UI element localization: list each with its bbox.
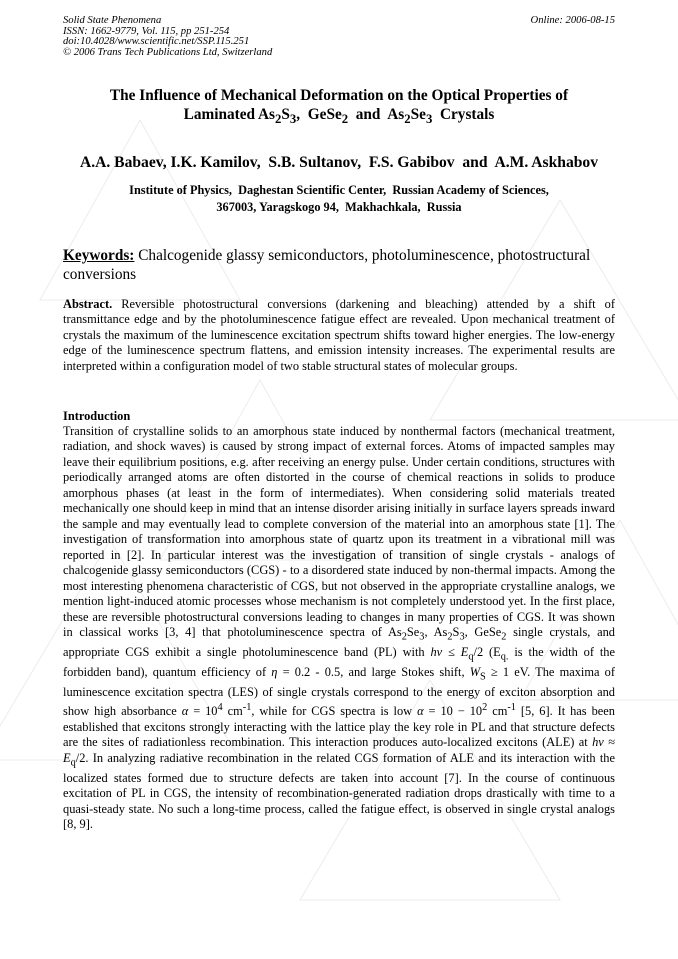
superscript: 2: [482, 702, 488, 714]
abstract-label: Abstract.: [63, 297, 113, 311]
subscript: q: [70, 757, 76, 769]
affiliation-line-1: Institute of Physics, Daghestan Scientific Center, Russian Academy of Sciences,: [129, 183, 549, 197]
body-text: Se: [406, 625, 420, 640]
body-text: /2. In analyzing radiative recombination in the related CGS formation of ALE and its interaction with the localized states formed due to structure defects are taken into account [7]. In the course of continuous excitation of PL in CGS, the intensity of recombination-generated radiation drops drastically with time to a quasi-steady state. No such a long-time process, called the fatigue effect, is observed in single crystal analogs [8, 9].: [63, 750, 615, 832]
title-subscript: 3: [425, 111, 433, 126]
title-subscript: 2: [341, 111, 349, 126]
subscript: 2: [501, 631, 507, 643]
subscript: 3: [459, 631, 465, 643]
keywords-text: Chalcogenide glassy semiconductors, photoluminescence, photostructural conversions: [63, 247, 591, 283]
copyright-line: © 2006 Trans Tech Publications Ltd, Switzerland: [63, 46, 273, 58]
body-text: /2 (E: [473, 645, 501, 660]
body-text: is the width of the forbidden band), quantum efficiency of: [63, 645, 615, 679]
body-text: cm: [222, 704, 243, 719]
body-text: single crystals, and appropriate CGS exhibit a single photoluminescence band (PL) with: [63, 625, 615, 660]
body-text: , while for CGS spectra is low: [251, 704, 418, 719]
journal-header: [63, 16, 272, 58]
abstract: [63, 297, 615, 374]
body-text: ≤: [442, 645, 461, 660]
title-line-2: [63, 106, 615, 129]
affiliation-line-2: 367003, Yaragskogo 94, Makhachkala, Russia: [216, 199, 462, 214]
title-text: Crystals: [432, 105, 495, 123]
title-text: Se: [410, 105, 426, 123]
body-text: S: [452, 625, 460, 640]
online-date: Online: 2006-08-15: [530, 15, 615, 26]
title-line-1: The Influence of Mechanical Deformation on the Optical Properties of: [109, 87, 569, 104]
subscript: q: [468, 651, 474, 663]
math-symbol: W: [469, 664, 481, 679]
superscript: -1: [242, 702, 252, 714]
math-symbol: hν: [430, 645, 443, 660]
body-text: ≥ 1 eV. The maxima of luminescence excitation spectra (LES) of single crystals correspond to the energy of exciton absorption and show high absorbance: [63, 664, 615, 719]
subscript: 2: [447, 631, 453, 643]
title-text: and As: [348, 105, 405, 123]
body-text: , GeSe: [464, 625, 502, 640]
body-text: cm: [487, 704, 508, 719]
body-text: , As: [424, 625, 448, 640]
math-symbol: hν: [592, 735, 604, 750]
body-text: ≈: [603, 735, 615, 750]
abstract-text: Reversible photostructural conversions (darkening and bleaching) attended by a shift of transmittance edge and by the photoluminescence fatigue effect are revealed. Upon mechanical treatment of crystals the maximum of the luminescence excitation spectrum shifts toward higher energies. The low-energy edge of the luminescence spectrum flattens, and emission intensity increases. The experimental results are interpreted within a configuration model of two stable structural states of molecular groups.: [63, 297, 615, 373]
math-symbol: η: [271, 664, 278, 679]
math-symbol: E: [63, 750, 71, 765]
subscript: 3: [419, 631, 425, 643]
superscript: 4: [217, 702, 223, 714]
subscript: q.: [500, 651, 509, 663]
author-list: A.A. Babaev, I.K. Kamilov, S.B. Sultanov, F.S. Gabibov and A.M. Askhabov: [79, 154, 599, 171]
body-text: = 10: [188, 704, 218, 719]
body-text: [5, 6]. It has been established that excitons strongly interacting with the lattice play the key role in PL and that structure defects are the sites of radiationless recombination. This interaction produces auto-localized excitons (ALE) at: [63, 704, 615, 750]
issn-line: ISSN: 1662-9779, Vol. 115, pp 251-254: [63, 25, 230, 37]
keywords-label: Keywords:: [63, 247, 135, 264]
subscript: 2: [401, 631, 407, 643]
title-text: , GeSe: [296, 105, 342, 123]
introduction-body: [63, 424, 615, 833]
body-text: Transition of crystalline solids to an amorphous state induced by nonthermal factors (mechanical treatment, radiation, and shock waves) is caused by strong impact of external forces. Atoms of impacted samples may leave their equilibrium positions, e.g. after receiving an energy pulse. Under certain conditions, structures with periodically arranged atoms are often distorted in the course of chemical reactions in solids to produce amorphous phases (at least in the form of intermediates). When considering solid materials treated mechanically one should keep in mind that an intense disorder arising initially in surface layers spreads inward the sample and may eventually lead to complete conversion of the material into an amorphous state [1]. The investigation of transformation into amorphous state of quartz upon its treatment in a vibrational mill was reported in [2]. In particular interest was the investigation of transition of single crystals - analogs of chalcogenide glassy semiconductors (CGS) - to a disordered state induced by non-thermal impacts. Among the most interesting phenomena characteristic of CGS, but not observed in the appropriate crystalline analogs, we mention light-induced atomic processes whose mechanism is not completely understood yet. In the first place, these are reversible photostructural conversions leading to changes in many properties of CGS. It was shown in classical works [3, 4] that photoluminescence spectra of As: [63, 424, 615, 640]
journal-name: Solid State Phenomena: [63, 15, 162, 26]
superscript: -1: [507, 702, 516, 714]
paper-title: [63, 87, 615, 128]
body-text: = 10 − 10: [423, 704, 483, 719]
body-text: = 0.2 - 0.5, and large Stokes shift,: [277, 664, 470, 679]
doi-line: doi:10.4028/www.scientific.net/SSP.115.251: [63, 36, 250, 47]
title-subscript: 2: [275, 111, 282, 126]
title-subscript: 2: [404, 111, 411, 126]
math-symbol: α: [417, 704, 424, 719]
section-heading-introduction: Introduction: [63, 409, 131, 423]
keywords: [63, 246, 615, 284]
title-text: S: [281, 105, 290, 123]
math-symbol: α: [181, 704, 189, 719]
affiliation: [63, 182, 615, 215]
subscript: S: [480, 671, 486, 683]
math-symbol: E: [460, 645, 469, 660]
title-subscript: 3: [289, 111, 297, 126]
title-text: Laminated As: [183, 105, 276, 123]
